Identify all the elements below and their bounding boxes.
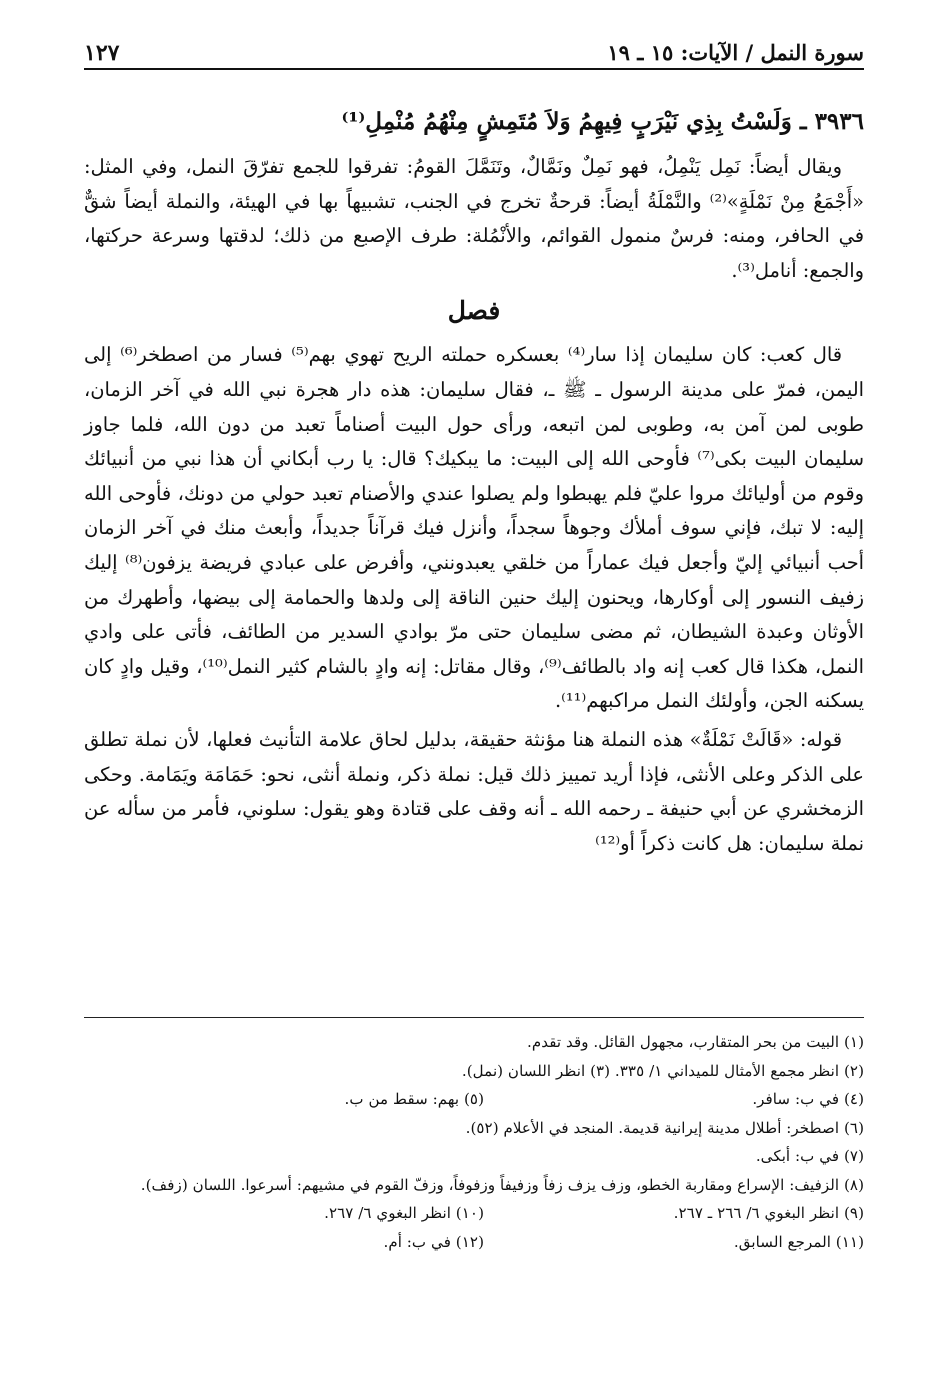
- footnote-4: (٤) في ب: سافر.: [752, 1090, 864, 1108]
- footnote-10: (١٠) انظر البغوي ٦/ ٢٦٧.: [324, 1204, 484, 1222]
- footnote-row-9-10: [84, 1199, 864, 1228]
- main-text: [84, 150, 864, 861]
- paragraph-kaab-story: قال كعب: كان سليمان إذا سار⁽⁴⁾ بعسكره حملته الريح تهوي بهم⁽⁵⁾ فسار من اصطخر⁽⁶⁾ إلى اليمن، فمرّ على مدينة الرسول ـ ﷺ ـ، فقال سليمان: هذه دار هجرة نبي الله في آخر الزمان، طوبى لمن آمن به، وطوبى لمن اتبعه، ورأى حول البيت أصناماً تعبد من دون الله، فلما جاوز سليمان البيت بكى⁽⁷⁾ فأوحى الله إلى البيت: ما يبكيك؟ قال: يا رب أبكاني أن هذا نبي من أنبيائك وقوم من أوليائك مروا عليّ فلم يهبطوا ولم يصلوا عندي والأصنام تعبد حولي من دونك، فأوحى الله إليه: لا تبك، فإني سوف أملأك وجوهاً سجداً، وأنزل فيك قرآناً جديداً، وأبعث منك في آخر الزمان أحب أنبيائي إليّ وأجعل فيك عماراً من خلقي يعبدونني، وأفرض على عبادي فريضة يزفون⁽⁸⁾ إليك زفيف النسور إلى أوكارها، ويحنون إليك حنين الناقة إلى ولدها والحمامة إلى بيضها، وأطهرك من الأوثان وعبدة الشيطان، ثم مضى سليمان حتى مرّ بوادي السدير من الطائف، فأتى على وادي النمل، هكذا قال كعب إنه واد بالطائف⁽⁹⁾، وقال مقاتل: إنه وادٍ بالشام كثير النمل⁽¹⁰⁾، وقيل وادٍ كان يسكنه الجن، وأولئك النمل مراكبهم⁽¹¹⁾.: [84, 343, 864, 713]
- section-heading: فصل: [447, 296, 501, 326]
- footnote-row-4-5: [84, 1085, 864, 1114]
- footnote-9: (٩) انظر البغوي ٦/ ٢٦٦ ـ ٢٦٧.: [673, 1204, 864, 1222]
- surah-title: سورة النمل / الآيات: ١٥ ـ ١٩: [597, 38, 864, 68]
- footnote-row-11-12: [84, 1228, 864, 1257]
- footnote-8: (٨) الزفيف: الإسراع ومقاربة الخطو، وزف يزف زفاً وزفيفاً وزفوفاً، وزفّ القوم في مشيهم: أسرعوا. اللسان (زفف).: [140, 1175, 864, 1194]
- footnote-2-3: (٢) انظر مجمع الأمثال للميداني ١/ ٣٣٥. (٣) انظر اللسان (نمل).: [461, 1061, 864, 1080]
- page-number: ١٢٧: [84, 38, 129, 68]
- footnote-11: (١١) المرجع السابق.: [733, 1232, 864, 1251]
- poetry-verse: ٣٩٣٦ ـ وَلَسْتُ بِذِي نَيْرَبٍ فِيهِمُ وَلاَ مُتَمِشٍ مِنْهُمُ مُنْمِلِ⁽¹⁾: [341, 108, 864, 135]
- footnotes: [84, 1017, 864, 1256]
- footnote-6: (٦) اصطخر: أطلال مدينة إيرانية قديمة. المنجد في الأعلام (٥٢).: [465, 1118, 864, 1137]
- running-header: [84, 34, 864, 70]
- footnote-1: (١) البيت من بحر المتقارب، مجهول القائل. وقد تقدم.: [527, 1033, 864, 1051]
- paragraph-ant-gender: قوله: «قَالَتْ نَمْلَةٌ» هذه النملة هنا مؤنثة حقيقة، بدليل لحاق علامة التأنيث فعلها، لأن نملة تطلق على الذكر وعلى الأنثى، فإذا أريد تمييز ذلك قيل: نملة ذكر، ونملة أنثى، نحو: حَمَامَة ويَمَامة. وحكى الزمخشري عن أبي حنيفة ـ رحمه الله ـ أنه وقف على قتادة وهو يقول: سلوني، فأمر من سأله عن نملة سليمان: هل كانت ذكراً أو⁽¹²⁾: [84, 727, 864, 855]
- footnote-5: (٥) بهم: سقط من ب.: [344, 1090, 484, 1108]
- footnote-12: (١٢) في ب: أم.: [383, 1232, 484, 1251]
- paragraph-naml-meaning: ويقال أيضاً: نَمِل يَنْمِلُ، فهو نَمِلٌ ونَمَّالٌ، وتَنَمَّلَ القومُ: تفرقوا للجمع تفرّقَ النمل، وفي المثل: «أَجْمَعُ مِنْ نَمْلَةٍ»⁽²⁾ والنَّمْلَةُ أيضاً: قرحةٌ تخرج في الجنب، تشبيهاً بها في الهيئة، والنملة أيضاً شقٌّ في الحافر، ومنه: فرسٌ منمول القوائم، والأنْمُلة: طرف الإصبع من ذلك؛ لدقتها وسرعة حركتها، والجمع: أنامل⁽³⁾.: [84, 155, 864, 282]
- footnote-7: (٧) في ب: أبكى.: [755, 1147, 864, 1165]
